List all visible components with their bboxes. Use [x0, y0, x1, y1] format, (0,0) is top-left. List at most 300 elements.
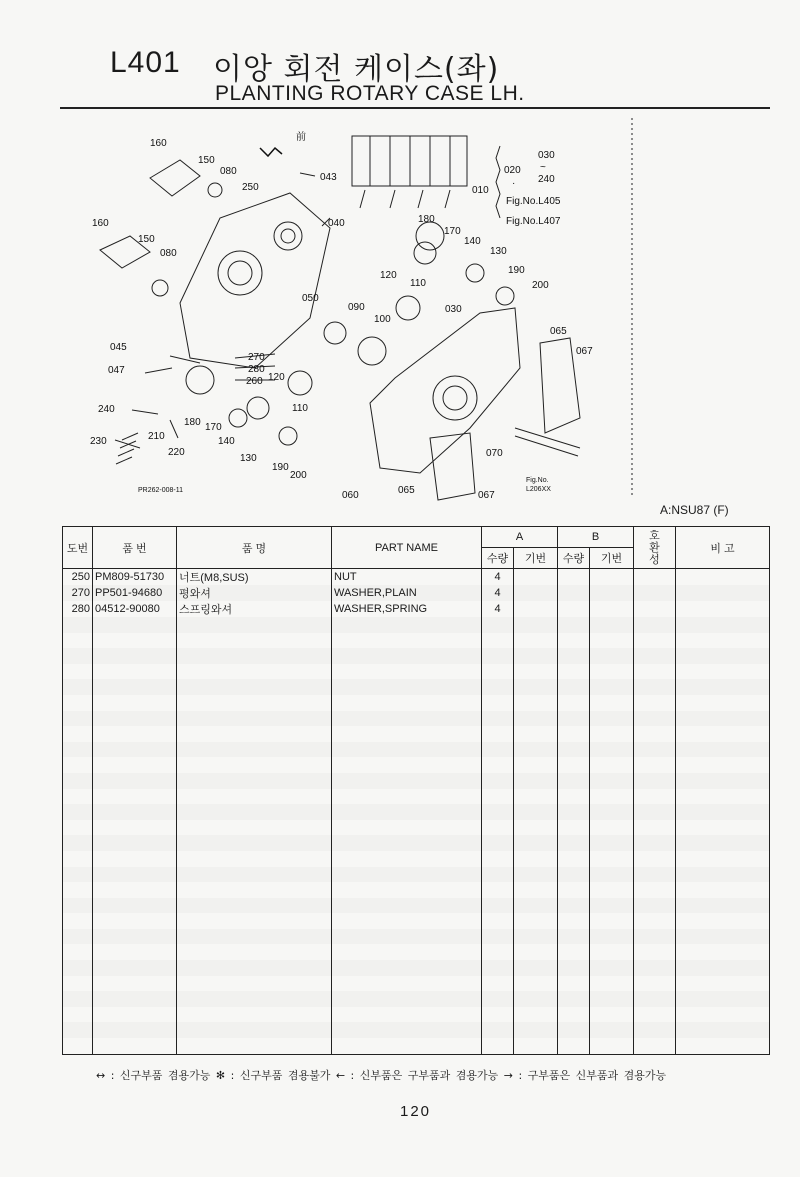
- cell-name-kr: [177, 820, 332, 836]
- callout-140-a: 140: [464, 236, 481, 247]
- cell-part-name: [332, 1007, 482, 1023]
- table-row: [63, 1022, 770, 1038]
- table-row: [63, 820, 770, 836]
- cell-no: [63, 929, 93, 945]
- cell-compat: [634, 929, 676, 945]
- header-remarks: 비 고: [676, 527, 770, 569]
- cell-qty-a: [482, 835, 514, 851]
- cell-no: [63, 960, 93, 976]
- callout-160-b: 160: [92, 218, 109, 229]
- cell-no: [63, 851, 93, 867]
- cell-base-a: [514, 648, 558, 664]
- callout-190-a: 190: [508, 265, 525, 276]
- cell-qty-a: [482, 742, 514, 758]
- table-row: [63, 601, 770, 617]
- table-row: [63, 835, 770, 851]
- cell-no: 250: [63, 569, 93, 586]
- cell-no: [63, 867, 93, 883]
- cell-qty-b: [558, 726, 590, 742]
- cell-name-kr: [177, 742, 332, 758]
- table-row: [63, 944, 770, 960]
- cell-qty-a: [482, 804, 514, 820]
- cell-part-no: [93, 820, 177, 836]
- page-code: L401: [110, 46, 181, 79]
- cell-base-b: [590, 679, 634, 695]
- cell-qty-b: [558, 601, 590, 617]
- model-note: A:NSU87 (F): [660, 503, 729, 517]
- table-row: [63, 679, 770, 695]
- cell-qty-b: [558, 851, 590, 867]
- cell-base-b: [590, 960, 634, 976]
- cell-base-b: [590, 601, 634, 617]
- cell-remarks: [676, 1007, 770, 1023]
- cell-qty-b: [558, 679, 590, 695]
- cell-base-b: [590, 882, 634, 898]
- gears: [186, 222, 514, 445]
- cell-qty-a: [482, 757, 514, 773]
- cell-base-a: [514, 695, 558, 711]
- cell-no: [63, 633, 93, 649]
- cell-remarks: [676, 898, 770, 914]
- cell-part-no: [93, 867, 177, 883]
- cell-part-name: [332, 820, 482, 836]
- cell-name-kr: [177, 711, 332, 727]
- cell-base-b: [590, 913, 634, 929]
- cell-no: [63, 898, 93, 914]
- cell-base-a: [514, 633, 558, 649]
- cell-remarks: [676, 789, 770, 805]
- cell-remarks: [676, 882, 770, 898]
- cell-compat: [634, 773, 676, 789]
- cell-base-b: [590, 1007, 634, 1023]
- cell-name-kr: [177, 929, 332, 945]
- cell-qty-a: [482, 851, 514, 867]
- cell-qty-b: [558, 773, 590, 789]
- cell-base-b: [590, 711, 634, 727]
- cell-base-a: [514, 726, 558, 742]
- cell-qty-a: [482, 1022, 514, 1038]
- case-left: [180, 193, 330, 368]
- cell-no: [63, 882, 93, 898]
- cell-compat: [634, 991, 676, 1007]
- cell-part-no: [93, 976, 177, 992]
- callout-170-a: 170: [444, 226, 461, 237]
- cell-remarks: [676, 569, 770, 586]
- cell-qty-b: [558, 569, 590, 586]
- cell-remarks: [676, 804, 770, 820]
- cell-part-name: [332, 726, 482, 742]
- cell-part-name: [332, 648, 482, 664]
- callout-110-b: 110: [292, 403, 308, 414]
- cell-remarks: [676, 585, 770, 601]
- table-row: [63, 960, 770, 976]
- cell-remarks: [676, 851, 770, 867]
- cell-part-no: [93, 929, 177, 945]
- cell-compat: [634, 944, 676, 960]
- cell-qty-a: 4: [482, 601, 514, 617]
- table-row: [63, 757, 770, 773]
- cell-base-b: [590, 898, 634, 914]
- cell-base-b: [590, 976, 634, 992]
- cell-qty-a: 4: [482, 585, 514, 601]
- cell-base-a: [514, 679, 558, 695]
- cell-part-no: [93, 711, 177, 727]
- cell-part-name: [332, 679, 482, 695]
- cell-qty-a: [482, 773, 514, 789]
- cell-base-b: [590, 773, 634, 789]
- cell-name-kr: [177, 976, 332, 992]
- header-group-a: A: [482, 527, 558, 548]
- header-group-b: B: [558, 527, 634, 548]
- callout-045: 045: [110, 342, 127, 353]
- cell-base-b: [590, 757, 634, 773]
- cell-part-no: [93, 726, 177, 742]
- cell-base-a: [514, 1022, 558, 1038]
- cell-qty-b: [558, 1022, 590, 1038]
- cell-no: [63, 820, 93, 836]
- cell-compat: [634, 1022, 676, 1038]
- cell-base-a: [514, 804, 558, 820]
- cell-compat: [634, 976, 676, 992]
- cell-compat: [634, 867, 676, 883]
- cell-part-no: [93, 773, 177, 789]
- cell-part-name: [332, 664, 482, 680]
- page-title-english: PLANTING ROTARY CASE LH.: [215, 82, 525, 105]
- cell-compat: [634, 633, 676, 649]
- cell-base-b: [590, 617, 634, 633]
- cell-base-a: [514, 757, 558, 773]
- callout-230: 230: [90, 436, 107, 447]
- cell-part-name: [332, 851, 482, 867]
- cell-remarks: [676, 1022, 770, 1038]
- cell-qty-b: [558, 664, 590, 680]
- cell-name-kr: [177, 617, 332, 633]
- cell-part-no: [93, 617, 177, 633]
- cell-qty-b: [558, 633, 590, 649]
- cell-no: [63, 664, 93, 680]
- cell-part-name: [332, 711, 482, 727]
- cell-qty-a: 4: [482, 569, 514, 586]
- cell-qty-a: [482, 820, 514, 836]
- callout-170-b: 170: [205, 422, 222, 433]
- cell-compat: [634, 882, 676, 898]
- cell-base-a: [514, 569, 558, 586]
- header-part-no: 품 번: [93, 527, 177, 569]
- cell-base-b: [590, 944, 634, 960]
- cell-name-kr: [177, 944, 332, 960]
- callout-250: 250: [242, 182, 259, 193]
- callout-090: 090: [348, 302, 365, 313]
- table-row: [63, 695, 770, 711]
- cell-base-a: [514, 742, 558, 758]
- cell-qty-a: [482, 1007, 514, 1023]
- cell-remarks: [676, 913, 770, 929]
- cell-compat: [634, 1007, 676, 1023]
- table-row: [63, 1007, 770, 1023]
- cell-qty-a: [482, 633, 514, 649]
- cell-base-b: [590, 991, 634, 1007]
- cell-compat: [634, 913, 676, 929]
- cell-no: [63, 648, 93, 664]
- legend: ↔ : 신구부품 겸용가능 ✻ : 신구부품 겸용불가 ← : 신부품은 구부품과 겸용가능 → : 구부품은 신부품과 겸용가능: [96, 1069, 667, 1082]
- callout-100: 100: [374, 314, 391, 325]
- cell-part-name: [332, 1038, 482, 1054]
- cell-no: [63, 1007, 93, 1023]
- cell-part-no: [93, 991, 177, 1007]
- cover-065: [540, 338, 580, 433]
- cell-part-no: [93, 633, 177, 649]
- header-base-b: 기번: [590, 548, 634, 569]
- cell-base-b: [590, 851, 634, 867]
- cell-qty-a: [482, 617, 514, 633]
- cell-no: [63, 1022, 93, 1038]
- cell-base-a: [514, 835, 558, 851]
- cell-part-name: [332, 695, 482, 711]
- cell-base-b: [590, 1038, 634, 1054]
- cell-part-no: [93, 757, 177, 773]
- cell-base-b: [590, 633, 634, 649]
- cell-base-b: [590, 664, 634, 680]
- cell-base-b: [590, 835, 634, 851]
- cell-qty-a: [482, 648, 514, 664]
- table-row: [63, 617, 770, 633]
- cell-name-kr: 너트(M8,SUS): [177, 569, 332, 586]
- cell-base-b: [590, 820, 634, 836]
- cell-no: [63, 913, 93, 929]
- cell-qty-a: [482, 898, 514, 914]
- callout-130-b: 130: [240, 453, 257, 464]
- cell-no: [63, 804, 93, 820]
- figure-id: PR262-008-11: [138, 487, 184, 494]
- cell-remarks: [676, 757, 770, 773]
- cell-part-no: [93, 742, 177, 758]
- cell-remarks: [676, 742, 770, 758]
- cell-qty-a: [482, 882, 514, 898]
- cell-qty-a: [482, 867, 514, 883]
- fig-ref-240: 240: [538, 174, 555, 185]
- cell-base-b: [590, 1022, 634, 1038]
- callout-070: 070: [486, 448, 503, 459]
- cell-part-no: [93, 960, 177, 976]
- cell-remarks: [676, 991, 770, 1007]
- cell-base-a: [514, 898, 558, 914]
- cell-qty-a: [482, 789, 514, 805]
- table-row: [63, 882, 770, 898]
- callout-140-b: 140: [218, 436, 235, 447]
- cell-base-a: [514, 929, 558, 945]
- table-row: [63, 1038, 770, 1054]
- cell-qty-b: [558, 617, 590, 633]
- cell-remarks: [676, 648, 770, 664]
- cell-part-name: [332, 789, 482, 805]
- cell-remarks: [676, 664, 770, 680]
- cell-name-kr: [177, 773, 332, 789]
- cell-base-b: [590, 648, 634, 664]
- cell-name-kr: [177, 648, 332, 664]
- cell-base-a: [514, 617, 558, 633]
- cell-base-a: [514, 1007, 558, 1023]
- callout-240: 240: [98, 404, 115, 415]
- page-number: 120: [400, 1103, 432, 1120]
- callout-067-b: 067: [478, 490, 495, 501]
- cell-remarks: [676, 773, 770, 789]
- cell-name-kr: [177, 757, 332, 773]
- cell-qty-b: [558, 882, 590, 898]
- callout-080-a: 080: [220, 166, 237, 177]
- fig-ref-l405: Fig.No.L405: [506, 196, 561, 207]
- cell-base-a: [514, 664, 558, 680]
- cell-qty-a: [482, 944, 514, 960]
- cell-name-kr: 스프링와셔: [177, 601, 332, 617]
- cell-remarks: [676, 960, 770, 976]
- cell-qty-b: [558, 804, 590, 820]
- cell-name-kr: [177, 898, 332, 914]
- fig-ref-030: 030: [538, 150, 555, 161]
- cell-part-name: NUT: [332, 569, 482, 586]
- cell-no: [63, 976, 93, 992]
- table-row: [63, 726, 770, 742]
- cell-compat: [634, 585, 676, 601]
- cell-qty-a: [482, 913, 514, 929]
- cell-compat: [634, 820, 676, 836]
- callout-160-a: 160: [150, 138, 167, 149]
- header-divider: [60, 107, 770, 109]
- cell-base-b: [590, 929, 634, 945]
- cell-name-kr: [177, 882, 332, 898]
- callout-130-a: 130: [490, 246, 507, 257]
- cell-remarks: [676, 633, 770, 649]
- cell-compat: [634, 569, 676, 586]
- callout-047: 047: [108, 365, 125, 376]
- cell-compat: [634, 960, 676, 976]
- spring-230: [116, 433, 138, 464]
- header-compat: 호 환 성: [634, 527, 676, 569]
- cell-part-no: PP501-94680: [93, 585, 177, 601]
- header-qty-a: 수량: [482, 548, 514, 569]
- cell-compat: [634, 1038, 676, 1054]
- page-title-korean: 이앙 회전 케이스(좌): [213, 52, 500, 87]
- cell-part-no: [93, 882, 177, 898]
- cell-compat: [634, 679, 676, 695]
- cell-part-name: [332, 773, 482, 789]
- cell-part-name: [332, 976, 482, 992]
- cell-no: [63, 1038, 93, 1054]
- fig-ref-l206-line1: Fig.No.: [526, 477, 549, 484]
- fig-ref-tilde: ~: [540, 162, 546, 173]
- cell-compat: [634, 664, 676, 680]
- cell-part-name: [332, 991, 482, 1007]
- callout-043: 043: [320, 172, 337, 183]
- cell-compat: [634, 835, 676, 851]
- cell-remarks: [676, 711, 770, 727]
- cell-qty-b: [558, 976, 590, 992]
- cell-no: [63, 757, 93, 773]
- cell-part-name: [332, 617, 482, 633]
- cell-compat: [634, 695, 676, 711]
- cell-qty-a: [482, 679, 514, 695]
- cell-compat: [634, 851, 676, 867]
- cell-no: [63, 742, 93, 758]
- cell-name-kr: [177, 664, 332, 680]
- table-row: [63, 804, 770, 820]
- callout-280: 280: [248, 364, 265, 375]
- cell-base-a: [514, 601, 558, 617]
- cell-base-a: [514, 991, 558, 1007]
- cell-base-a: [514, 820, 558, 836]
- cell-name-kr: [177, 789, 332, 805]
- table-row: [63, 773, 770, 789]
- cell-part-name: [332, 929, 482, 945]
- table-row: [63, 711, 770, 727]
- cell-base-b: [590, 742, 634, 758]
- cell-part-no: [93, 944, 177, 960]
- table-row: [63, 648, 770, 664]
- cell-compat: [634, 711, 676, 727]
- cell-part-no: [93, 1022, 177, 1038]
- table-row: [63, 898, 770, 914]
- callout-080-b: 080: [160, 248, 177, 259]
- callout-065-b: 065: [398, 485, 415, 496]
- cell-part-name: [332, 757, 482, 773]
- cell-part-name: [332, 742, 482, 758]
- cell-remarks: [676, 929, 770, 945]
- cell-base-a: [514, 960, 558, 976]
- cell-qty-a: [482, 929, 514, 945]
- cell-base-a: [514, 851, 558, 867]
- cell-remarks: [676, 944, 770, 960]
- cell-qty-a: [482, 711, 514, 727]
- cell-part-name: [332, 960, 482, 976]
- cell-no: [63, 773, 93, 789]
- table-row: [63, 913, 770, 929]
- callout-030: 030: [445, 304, 462, 315]
- cell-remarks: [676, 835, 770, 851]
- cell-qty-b: [558, 1038, 590, 1054]
- table-row: [63, 789, 770, 805]
- callout-065-a: 065: [550, 326, 567, 337]
- cell-remarks: [676, 1038, 770, 1054]
- cell-name-kr: [177, 633, 332, 649]
- parts-table: [62, 526, 770, 1055]
- cell-part-name: [332, 835, 482, 851]
- cell-base-a: [514, 867, 558, 883]
- cell-qty-a: [482, 726, 514, 742]
- cell-part-no: [93, 851, 177, 867]
- callout-060: 060: [342, 490, 359, 501]
- cell-compat: [634, 898, 676, 914]
- cell-qty-b: [558, 867, 590, 883]
- cell-qty-b: [558, 991, 590, 1007]
- cell-compat: [634, 789, 676, 805]
- cell-qty-b: [558, 757, 590, 773]
- cell-compat: [634, 742, 676, 758]
- callout-180-b: 180: [184, 417, 201, 428]
- callout-050: 050: [302, 293, 319, 304]
- cell-part-name: [332, 804, 482, 820]
- cell-compat: [634, 648, 676, 664]
- callout-210: 210: [148, 431, 165, 442]
- cell-part-no: [93, 1038, 177, 1054]
- cell-base-b: [590, 695, 634, 711]
- cell-base-b: [590, 804, 634, 820]
- cell-no: [63, 679, 93, 695]
- cell-no: [63, 835, 93, 851]
- cell-qty-b: [558, 913, 590, 929]
- cell-base-a: [514, 711, 558, 727]
- callout-200-a: 200: [532, 280, 549, 291]
- cell-part-no: [93, 695, 177, 711]
- cell-compat: [634, 601, 676, 617]
